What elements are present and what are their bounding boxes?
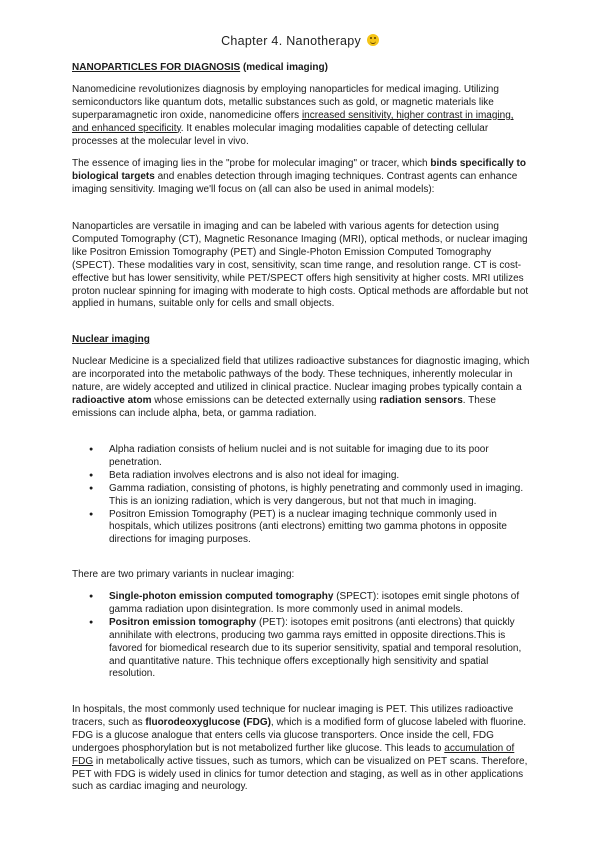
- list-item: ● Positron Emission Tomography (PET) is a nuclear imaging technique commonly used in hospitals, which utilizes positrons (anti electrons) emitting two gamma photons in opposite directions for imaging purposes.: [72, 509, 532, 548]
- section-heading-nuclear: [72, 334, 150, 345]
- text-run: and enables detection through imaging techniques. Contrast agents can enhance imaging sensitivity. Imaging we'll focus on (all can also be used in animal models):: [72, 170, 518, 195]
- modalities-paragraph: Nanoparticles are versatile in imaging and can be labeled with various agents for detection using Computed Tomography (CT), Magnetic Resonance Imaging (MRI), optical methods, or nuclear imaging like Positron Emission Tomography (PET) and Single-Photon Emission Computed Tomography (SPECT). These modalities vary in cost, sensitivity, scan time range, and resolution range. CT is cost-effective but has lower sensitivity, while PET/SPECT offers high sensitivity at higher costs. MRI utilizes proton nuclear spinning for imaging with moderate to high costs. Optical methods are affordable but not applied in humans, suitable only for cells and small objects.: [72, 221, 529, 310]
- text-run: in metabolically active tissues, such as tumors, which can be visualized on PET scans. Therefore, PET with FDG is widely used in clinics for tumor detection and staging, as well as in other applications such as cardiac imaging and neurology.: [72, 755, 528, 793]
- list-item: ● Beta radiation involves electrons and is also not ideal for imaging.: [72, 470, 532, 483]
- text-run: In hospitals, the most commonly used technique for nuclear imaging is PET. This utilizes radioactive tracers, such as: [72, 704, 514, 728]
- list-item: [72, 617, 532, 682]
- probe-paragraph: [72, 158, 532, 197]
- text-run: . It enables molecular imaging modalities capable of detecting cellular processes at the molecular level in vivo.: [72, 122, 489, 147]
- bold-text: Positron emission tomography: [109, 616, 257, 628]
- text-run: Nuclear Medicine is a specialized field that utilizes radioactive substances for diagnostic imaging, which are incorporated into the metabolic pathways of the body. These techniques, inherently molecular in nature, are widely accepted and utilized in clinical practice. Nuclear imaging probes typically contain a: [72, 356, 530, 393]
- text-run: The essence of imaging lies in the "probe for molecular imaging" or tracer, which: [72, 158, 431, 169]
- smiley-icon: [367, 34, 379, 46]
- text-run: (PET): isotopes emit positrons (anti electrons) that quickly annihilate with electrons, producing two gamma rays emitted in opposite directions.This is favored for biomedical research due to its superior sensitivity, spatial and temporal resolution, and quantitative nature. This technique offers exceptionally high sensitivity and spatial resolution.: [109, 616, 522, 680]
- variants-list: [72, 591, 532, 681]
- text-run: Nanomedicine revolutionizes diagnosis by employing nanoparticles for medical imaging. Utilizing semiconductors like quantum dots, metallic substances such as gold, or magnetic materials like superparamagnetic iron oxide, nanomedicine offers: [72, 84, 499, 121]
- text-run: whose emissions can be detected externally using: [151, 394, 380, 406]
- underlined-text: accumulation of FDG: [72, 742, 515, 767]
- heading-main: NANOPARTICLES FOR DIAGNOSIS: [72, 62, 241, 73]
- list-item: [72, 591, 532, 617]
- text-run: (SPECT): isotopes emit single photons of gamma radiation upon disintegration. Is more commonly used in animal models.: [109, 591, 520, 615]
- intro-paragraph: [72, 84, 532, 149]
- bold-text: radioactive atom: [72, 394, 152, 406]
- heading-sub: (medical imaging): [242, 62, 328, 73]
- section-heading-nanoparticles: [72, 62, 328, 73]
- text-run: , which is a modified form of glucose labeled with fluorine. FDG is a glucose analogue that enters cells via glucose transporters. Once inside the cell, FDG undergoes phosphorylation but is not metabolized further like glucose. This leads to: [72, 716, 527, 754]
- nuclear-medicine-paragraph: [72, 356, 532, 421]
- list-item: ● Gamma radiation, consisting of photons, is highly penetrating and commonly used in imaging. This is an ionizing radiation, which is very dangerous, but not that much in imaging.: [72, 483, 532, 509]
- radiation-list: [72, 444, 532, 547]
- underlined-text: increased sensitivity, higher contrast in imaging, and enhanced specificity: [72, 109, 514, 134]
- text-run: . These emissions can include alpha, beta, or gamma radiation.: [72, 394, 496, 419]
- pet-fdg-paragraph: [72, 704, 532, 794]
- bold-text: radiation sensors: [379, 394, 463, 406]
- bold-text: Single-photon emission computed tomography: [109, 591, 334, 602]
- variants-intro: There are two primary variants in nuclear imaging:: [72, 569, 295, 580]
- list-item: ● Alpha radiation consists of helium nuclei and is not suitable for imaging due to its poor penetration.: [72, 444, 532, 470]
- bold-text: fluorodeoxyglucose (FDG): [145, 716, 271, 728]
- bold-text: binds specifically to biological targets: [72, 158, 526, 182]
- heading-nuclear-text: Nuclear imaging: [72, 334, 150, 345]
- chapter-title-text: Chapter 4. Nanotherapy: [221, 34, 362, 48]
- chapter-title: [0, 34, 600, 48]
